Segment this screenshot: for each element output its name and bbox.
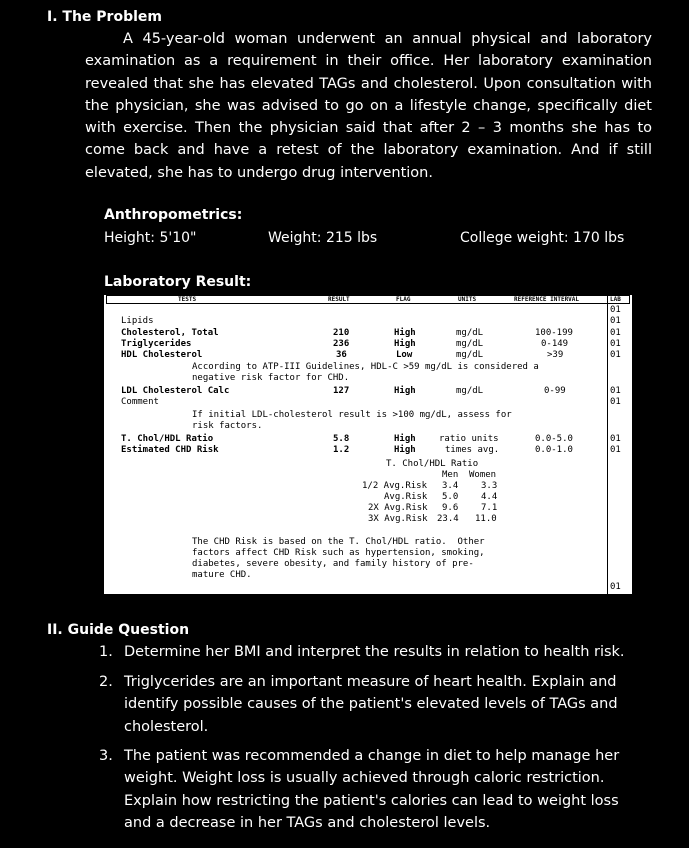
row-units: mg/dL — [456, 328, 484, 338]
ldl-units: mg/dL — [456, 386, 484, 396]
problem-text: A 45-year-old woman underwent an annual physical and laboratory examination as a requirement in their office. Her laboratory examination revealed that she has elevated TAGs and cholesterol. Upon consultation with the physician, she was advised to go on a lifestyle change, specifically diet with exercise. Then the physician said that after 2 – 3 months she has to come back and have a retest of the laboratory examination. And if still elevated, she has to undergo drug intervention. — [85, 31, 652, 181]
question-text: Determine her BMI and interpret the results in relation to health risk. — [124, 644, 625, 660]
row-test: Triglycerides — [121, 339, 192, 349]
row-test: Cholesterol, Total — [121, 328, 219, 338]
question-2 — [99, 671, 639, 738]
chd-note: factors affect CHD Risk such as hypertension, smoking, — [192, 548, 485, 558]
ratio-ref: 0.0-5.0 — [535, 434, 573, 444]
risk-row-label: 2X Avg.Risk — [368, 503, 428, 513]
anthropometrics-label: Anthropometrics: — [104, 207, 243, 223]
weight-value: Weight: 215 lbs — [268, 230, 378, 246]
risk-row-women: 3.3 — [481, 481, 498, 491]
header-bottom-rule — [106, 303, 630, 304]
chd-units: times avg. — [445, 445, 500, 455]
lab-result-label: Laboratory Result: — [104, 274, 252, 290]
lab-code: 01 — [610, 582, 621, 592]
question-text: The patient was recommended a change in diet to help manage her weight. Weight loss is usually achieved through caloric restriction. Explain how restricting the patient's calories can lead to weight loss and a decrease in her TAGs and cholesterol levels. — [124, 748, 620, 831]
row-ref: >39 — [547, 350, 564, 360]
risk-row-women: 11.0 — [475, 514, 497, 524]
question-number: 3. — [99, 748, 113, 764]
row-test: HDL Cholesterol — [121, 350, 203, 360]
college-weight-value: College weight: 170 lbs — [460, 230, 625, 246]
chd-note: The CHD Risk is based on the T. Chol/HDL ratio. Other — [192, 537, 485, 547]
header-tests: TESTS — [178, 296, 197, 303]
row-lab: 01 — [610, 339, 621, 349]
row-units: mg/dL — [456, 350, 484, 360]
risk-row-label: 3X Avg.Risk — [368, 514, 428, 524]
header-right-rule — [629, 295, 630, 304]
atp-note: negative risk factor for CHD. — [192, 373, 350, 383]
row-ref: 100-199 — [535, 328, 573, 338]
risk-row-men: 5.0 — [442, 492, 459, 502]
risk-row-men: 3.4 — [442, 481, 459, 491]
lab-code: 01 — [610, 305, 621, 315]
problem-heading: I. The Problem — [47, 9, 162, 25]
question-number: 1. — [99, 644, 113, 660]
chd-flag: High — [394, 445, 416, 455]
ldl-test: LDL Cholesterol Calc — [121, 386, 230, 396]
ldl-result: 127 — [333, 386, 350, 396]
question-1 — [99, 641, 639, 663]
lab-column-rule — [607, 295, 608, 594]
row-units: mg/dL — [456, 339, 484, 349]
ratio-test: T. Chol/HDL Ratio — [121, 434, 214, 444]
risk-row-men: 23.4 — [437, 514, 459, 524]
comment-label: Comment — [121, 397, 159, 407]
comment-lab: 01 — [610, 397, 621, 407]
chd-result: 1.2 — [333, 445, 350, 455]
row-flag: High — [394, 339, 416, 349]
header-units: UNITS — [458, 296, 477, 303]
chd-note: mature CHD. — [192, 570, 252, 580]
chd-note: diabetes, severe obesity, and family history of pre- — [192, 559, 474, 569]
chd-test: Estimated CHD Risk — [121, 445, 219, 455]
row-lab: 01 — [610, 328, 621, 338]
ldl-lab: 01 — [610, 386, 621, 396]
question-text: Triglycerides are an important measure of heart health. Explain and identify possible causes of the patient's elevated levels of TAGs and cholesterol. — [124, 674, 618, 735]
header-lab: LAB — [610, 296, 621, 303]
risk-table-title: T. Chol/HDL Ratio — [386, 459, 479, 469]
ldl-note: If initial LDL-cholesterol result is >100 mg/dL, assess for — [192, 410, 512, 420]
risk-col-women: Women — [469, 470, 497, 480]
row-result: 236 — [333, 339, 350, 349]
section-lipids: Lipids — [121, 316, 154, 326]
ldl-flag: High — [394, 386, 416, 396]
ldl-note: risk factors. — [192, 421, 263, 431]
row-result: 210 — [333, 328, 350, 338]
risk-row-label: 1/2 Avg.Risk — [362, 481, 428, 491]
lab-code: 01 — [610, 316, 621, 326]
ratio-flag: High — [394, 434, 416, 444]
header-flag: FLAG — [396, 296, 411, 303]
header-reference: REFERENCE INTERVAL — [514, 296, 580, 303]
ldl-ref: 0-99 — [544, 386, 566, 396]
row-flag: Low — [396, 350, 413, 360]
problem-paragraph — [85, 28, 652, 184]
lab-report — [104, 295, 632, 594]
ratio-lab: 01 — [610, 434, 621, 444]
row-flag: High — [394, 328, 416, 338]
chd-ref: 0.0-1.0 — [535, 445, 573, 455]
row-lab: 01 — [610, 350, 621, 360]
atp-note: According to ATP-III Guidelines, HDL-C >59 mg/dL is considered a — [192, 362, 539, 372]
ratio-result: 5.8 — [333, 434, 350, 444]
height-value: Height: 5'10" — [104, 230, 197, 246]
risk-row-label: Avg.Risk — [384, 492, 428, 502]
chd-lab: 01 — [610, 445, 621, 455]
risk-row-men: 9.6 — [442, 503, 459, 513]
risk-col-men: Men — [442, 470, 459, 480]
ratio-units: ratio units — [439, 434, 499, 444]
question-number: 2. — [99, 674, 113, 690]
risk-row-women: 4.4 — [481, 492, 498, 502]
row-result: 36 — [336, 350, 347, 360]
risk-row-women: 7.1 — [481, 503, 498, 513]
row-ref: 0-149 — [541, 339, 569, 349]
guide-heading: II. Guide Question — [47, 622, 190, 638]
header-result: RESULT — [328, 296, 350, 303]
header-left-rule — [106, 295, 107, 304]
question-3 — [99, 745, 639, 834]
